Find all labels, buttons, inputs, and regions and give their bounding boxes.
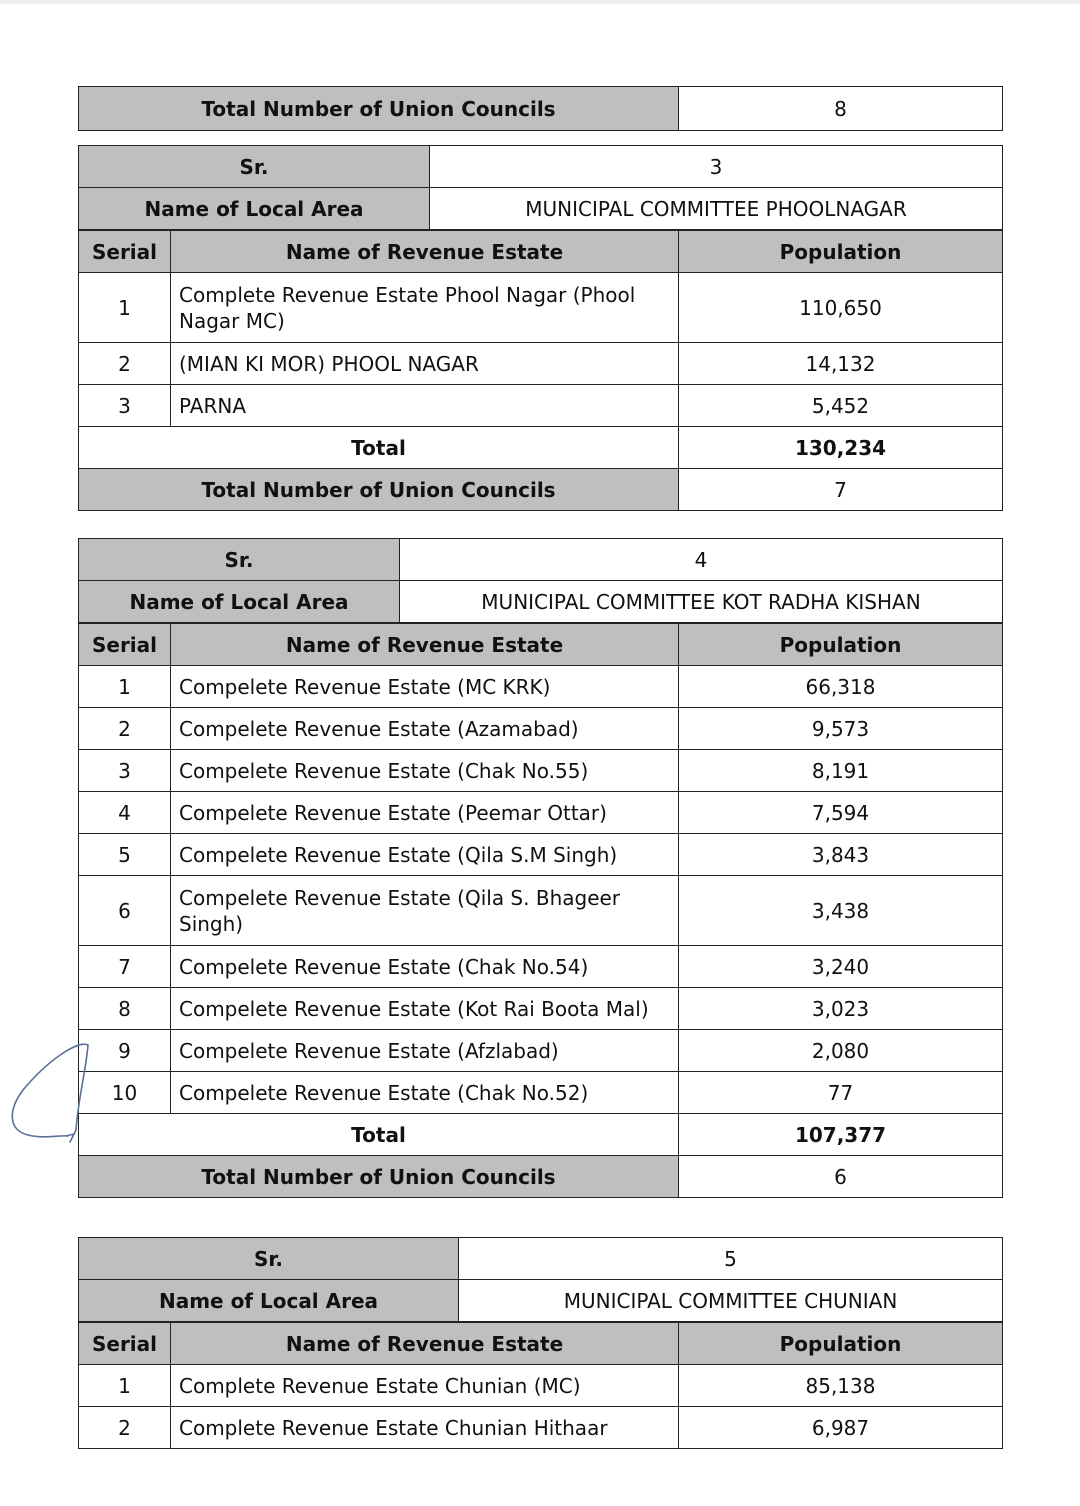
section-header-table (78, 145, 1003, 230)
local-area-label: Name of Local Area (79, 1280, 459, 1322)
estate-cell: Compelete Revenue Estate (Kot Rai Boota Mal) (171, 988, 679, 1030)
population-header: Population (679, 624, 1003, 666)
union-councils-value: 6 (679, 1156, 1003, 1198)
total-label: Total (79, 427, 679, 469)
section-header-table (78, 538, 1003, 623)
population-cell: 3,438 (679, 876, 1003, 946)
table-row (79, 1072, 1003, 1114)
table-row (79, 708, 1003, 750)
table-row (79, 792, 1003, 834)
serial-cell: 2 (79, 708, 171, 750)
local-area-label: Name of Local Area (79, 581, 400, 623)
local-area-label: Name of Local Area (79, 188, 430, 230)
sr-label: Sr. (79, 1238, 459, 1280)
local-area-value: MUNICIPAL COMMITTEE CHUNIAN (459, 1280, 1003, 1322)
serial-cell: 2 (79, 1407, 171, 1449)
sr-label: Sr. (79, 146, 430, 188)
serial-cell: 1 (79, 1365, 171, 1407)
revenue-estate-table (78, 230, 1003, 511)
section-kot-radha-kishan (78, 538, 1002, 1198)
table-row (79, 876, 1003, 946)
serial-header: Serial (79, 624, 171, 666)
total-label: Total (79, 1114, 679, 1156)
estate-cell: Compelete Revenue Estate (Peemar Ottar) (171, 792, 679, 834)
top-strip (0, 0, 1080, 4)
estate-header: Name of Revenue Estate (171, 1323, 679, 1365)
estate-cell: Compelete Revenue Estate (MC KRK) (171, 666, 679, 708)
population-cell: 85,138 (679, 1365, 1003, 1407)
population-cell: 3,843 (679, 834, 1003, 876)
serial-header: Serial (79, 1323, 171, 1365)
serial-cell: 6 (79, 876, 171, 946)
population-header: Population (679, 231, 1003, 273)
union-councils-row (79, 469, 1003, 511)
table-row (79, 946, 1003, 988)
union-councils-label: Total Number of Union Councils (79, 87, 679, 131)
signature-mark-icon (8, 1040, 98, 1150)
prev-union-councils-block (78, 86, 1002, 131)
total-row (79, 1114, 1003, 1156)
population-cell: 2,080 (679, 1030, 1003, 1072)
revenue-estate-table (78, 623, 1003, 1198)
estate-cell: Compelete Revenue Estate (Qila S. Bhageer Singh) (171, 876, 679, 946)
estate-cell: Complete Revenue Estate Chunian (MC) (171, 1365, 679, 1407)
table-row (79, 666, 1003, 708)
section-chunian (78, 1237, 1002, 1449)
total-value: 107,377 (679, 1114, 1003, 1156)
population-cell: 3,240 (679, 946, 1003, 988)
estate-cell: PARNA (171, 385, 679, 427)
population-cell: 8,191 (679, 750, 1003, 792)
serial-cell: 9 (79, 1030, 171, 1072)
union-councils-label: Total Number of Union Councils (79, 469, 679, 511)
total-value: 130,234 (679, 427, 1003, 469)
estate-cell: Compelete Revenue Estate (Chak No.54) (171, 946, 679, 988)
sr-value: 3 (430, 146, 1003, 188)
sr-label: Sr. (79, 539, 400, 581)
table-row (79, 343, 1003, 385)
table-row (79, 988, 1003, 1030)
section-phoolnagar (78, 145, 1002, 511)
table-row (79, 1407, 1003, 1449)
estate-cell: Complete Revenue Estate Chunian Hithaar (171, 1407, 679, 1449)
total-row (79, 427, 1003, 469)
population-cell: 5,452 (679, 385, 1003, 427)
table-row (79, 750, 1003, 792)
population-header: Population (679, 1323, 1003, 1365)
section-header-table (78, 1237, 1003, 1322)
population-cell: 9,573 (679, 708, 1003, 750)
sr-value: 5 (459, 1238, 1003, 1280)
serial-cell: 10 (79, 1072, 171, 1114)
serial-cell: 5 (79, 834, 171, 876)
serial-cell: 2 (79, 343, 171, 385)
table-row (79, 385, 1003, 427)
estate-cell: Compelete Revenue Estate (Afzlabad) (171, 1030, 679, 1072)
population-cell: 110,650 (679, 273, 1003, 343)
serial-cell: 7 (79, 946, 171, 988)
estate-cell: Compelete Revenue Estate (Azamabad) (171, 708, 679, 750)
union-councils-value: 8 (679, 87, 1003, 131)
estate-cell: Compelete Revenue Estate (Qila S.M Singh) (171, 834, 679, 876)
local-area-value: MUNICIPAL COMMITTEE KOT RADHA KISHAN (400, 581, 1003, 623)
serial-cell: 1 (79, 273, 171, 343)
serial-cell: 8 (79, 988, 171, 1030)
serial-cell: 3 (79, 750, 171, 792)
union-councils-row (79, 1156, 1003, 1198)
sr-value: 4 (400, 539, 1003, 581)
estate-cell: Compelete Revenue Estate (Chak No.52) (171, 1072, 679, 1114)
union-councils-label: Total Number of Union Councils (79, 1156, 679, 1198)
serial-cell: 1 (79, 666, 171, 708)
serial-cell: 4 (79, 792, 171, 834)
serial-header: Serial (79, 231, 171, 273)
table-row (79, 1030, 1003, 1072)
population-cell: 66,318 (679, 666, 1003, 708)
table-row (79, 273, 1003, 343)
estate-cell: Compelete Revenue Estate (Chak No.55) (171, 750, 679, 792)
estate-cell: Complete Revenue Estate Phool Nagar (Phool Nagar MC) (171, 273, 679, 343)
serial-cell: 3 (79, 385, 171, 427)
population-cell: 3,023 (679, 988, 1003, 1030)
population-cell: 14,132 (679, 343, 1003, 385)
revenue-estate-table (78, 1322, 1003, 1449)
estate-header: Name of Revenue Estate (171, 624, 679, 666)
local-area-value: MUNICIPAL COMMITTEE PHOOLNAGAR (430, 188, 1003, 230)
population-cell: 6,987 (679, 1407, 1003, 1449)
estate-header: Name of Revenue Estate (171, 231, 679, 273)
table-row (79, 1365, 1003, 1407)
population-cell: 77 (679, 1072, 1003, 1114)
table-row (79, 834, 1003, 876)
population-cell: 7,594 (679, 792, 1003, 834)
union-councils-value: 7 (679, 469, 1003, 511)
estate-cell: (MIAN KI MOR) PHOOL NAGAR (171, 343, 679, 385)
